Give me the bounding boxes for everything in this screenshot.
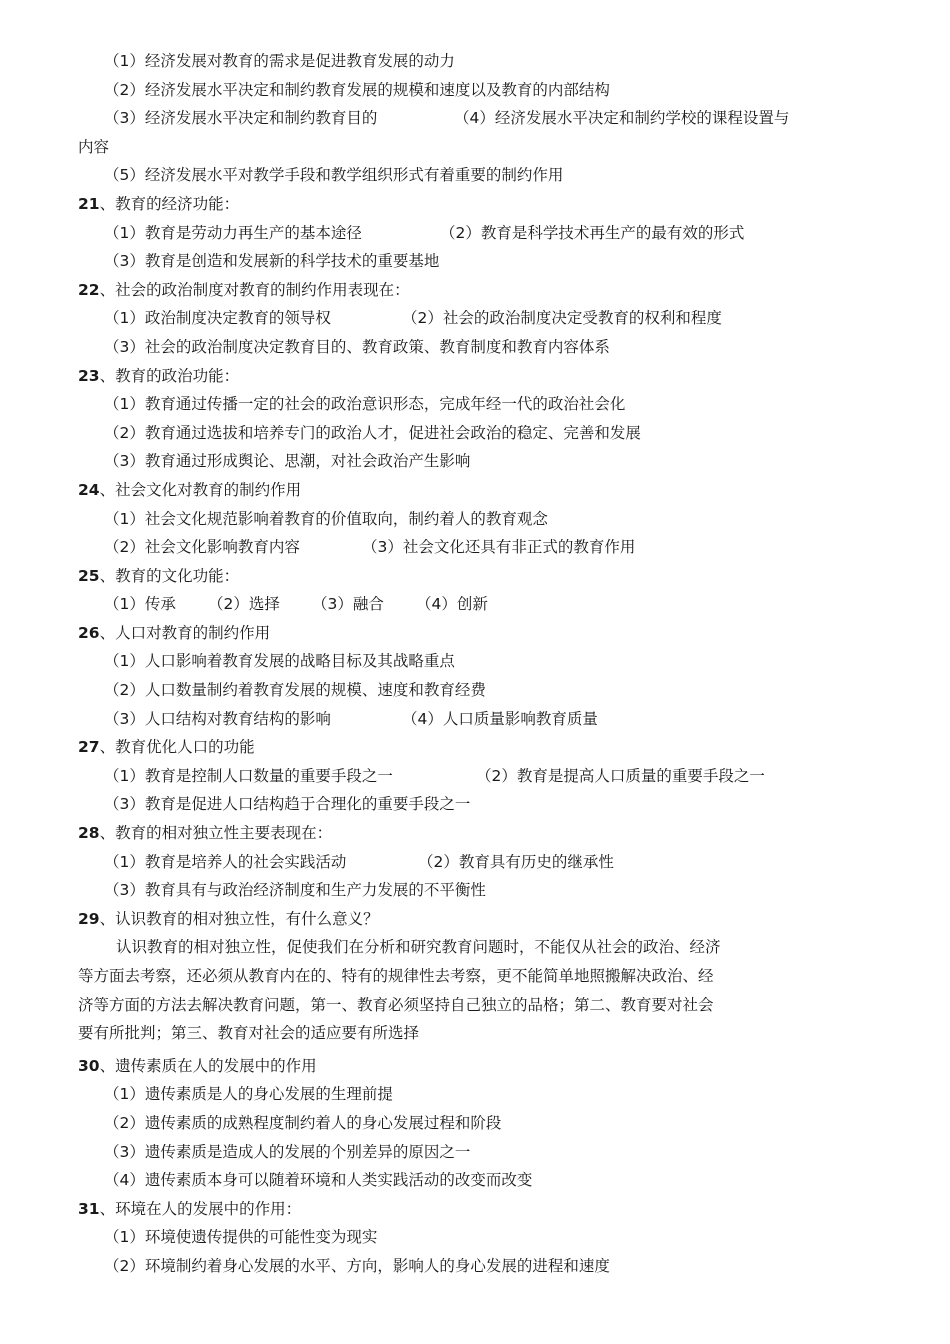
q20-item-2: （2）经济发展水平决定和制约教育发展的规模和速度以及教育的内部结构 xyxy=(104,80,610,99)
q28-item-1-2 xyxy=(78,848,830,877)
q26-item-4: （4）人口质量影响教育质量 xyxy=(402,709,598,728)
q22-item-1: （1）政治制度决定教育的领导权 xyxy=(104,309,331,328)
q27-item-2: （2）教育是提高人口质量的重要手段之一 xyxy=(476,766,765,785)
q24-item-2-3 xyxy=(78,533,830,562)
q27-item-1: （1）教育是控制人口数量的重要手段之一 xyxy=(104,766,393,785)
q23-heading: 23、教育的政治功能： xyxy=(78,366,240,385)
q22-item-1-2 xyxy=(78,304,830,333)
q20-item-3-4 xyxy=(78,104,830,133)
q21-item-1-2 xyxy=(78,219,830,248)
q30-item-3: （3）遗传素质是造成人的发展的个别差异的原因之一 xyxy=(104,1142,471,1161)
q29-paragraph-line-1: 认识教育的相对独立性，促使我们在分析和研究教育问题时，不能仅从社会的政治、经济 xyxy=(116,938,721,957)
q20-item-5: （5）经济发展水平对教学手段和教学组织形式有着重要的制约作用 xyxy=(104,166,564,185)
q29-heading: 29、认识教育的相对独立性，有什么意义？ xyxy=(78,909,379,928)
q22-item-3: （3）社会的政治制度决定教育目的、教育政策、教育制度和教育内容体系 xyxy=(104,337,610,356)
q25-items xyxy=(78,590,830,619)
q25-heading: 25、教育的文化功能： xyxy=(78,566,240,585)
q20-item-4: （4）经济发展水平决定和制约学校的课程设置与 xyxy=(454,109,790,128)
q25-item-1: （1）传承 xyxy=(104,595,176,614)
q28-item-2: （2）教育具有历史的继承性 xyxy=(418,852,614,871)
q28-heading: 28、教育的相对独立性主要表现在： xyxy=(78,824,333,843)
q22-item-2: （2）社会的政治制度决定受教育的权利和程度 xyxy=(402,309,722,328)
q27-item-1-2 xyxy=(78,762,830,791)
q21-item-1: （1）教育是劳动力再生产的基本途径 xyxy=(104,223,362,242)
q29-paragraph-line-2: 等方面去考察，还必须从教育内在的、特有的规律性去考察，更不能简单地照搬解决政治、经 xyxy=(78,967,714,985)
q21-item-3: （3）教育是创造和发展新的科学技术的重要基地 xyxy=(104,252,440,271)
q31-item-1: （1）环境使遗传提供的可能性变为现实 xyxy=(104,1228,378,1247)
q22-heading: 22、社会的政治制度对教育的制约作用表现在： xyxy=(78,280,410,299)
q24-item-1: （1）社会文化规范影响着教育的价值取向，制约着人的教育观念 xyxy=(104,509,548,528)
q26-heading: 26、人口对教育的制约作用 xyxy=(78,623,271,642)
q26-item-3: （3）人口结构对教育结构的影响 xyxy=(104,709,331,728)
q25-item-3: （3）融合 xyxy=(312,595,384,614)
q21-heading: 21、教育的经济功能： xyxy=(78,194,240,213)
q20-item-4-cont: 内容 xyxy=(78,137,110,156)
q30-item-2: （2）遗传素质的成熟程度制约着人的身心发展过程和阶段 xyxy=(104,1113,502,1132)
q26-item-1: （1）人口影响着教育发展的战略目标及其战略重点 xyxy=(104,652,455,671)
q21-item-2: （2）教育是科学技术再生产的最有效的形式 xyxy=(440,223,745,242)
q20-item-3: （3）经济发展水平决定和制约教育目的 xyxy=(104,109,378,128)
q29-paragraph-line-3: 济等方面的方法去解决教育问题，第一、教育必须坚持自己独立的品格；第二、教育要对社会 xyxy=(78,995,714,1014)
q28-item-3: （3）教育具有与政治经济制度和生产力发展的不平衡性 xyxy=(104,881,486,900)
q27-item-3: （3）教育是促进人口结构趋于合理化的重要手段之一 xyxy=(104,795,471,814)
q24-item-3: （3）社会文化还具有非正式的教育作用 xyxy=(362,538,636,557)
q24-heading: 24、社会文化对教育的制约作用 xyxy=(78,480,302,499)
q23-item-2: （2）教育通过选拔和培养专门的政治人才，促进社会政治的稳定、完善和发展 xyxy=(104,423,641,442)
q28-item-1: （1）教育是培养人的社会实践活动 xyxy=(104,852,347,871)
q31-item-2: （2）环境制约着身心发展的水平、方向，影响人的身心发展的进程和速度 xyxy=(104,1256,610,1275)
q25-item-4: （4）创新 xyxy=(416,595,488,614)
q25-item-2: （2）选择 xyxy=(208,595,280,614)
q30-heading: 30、遗传素质在人的发展中的作用 xyxy=(78,1056,317,1075)
q26-item-3-4 xyxy=(78,705,830,734)
q29-paragraph-line-4: 要有所批判；第三、教育对社会的适应要有所选择 xyxy=(78,1024,420,1043)
q23-item-1: （1）教育通过传播一定的社会的政治意识形态，完成年经一代的政治社会化 xyxy=(104,395,626,414)
q23-item-3: （3）教育通过形成舆论、思潮，对社会政治产生影响 xyxy=(104,452,471,471)
q24-item-2: （2）社会文化影响教育内容 xyxy=(104,538,300,557)
q27-heading: 27、教育优化人口的功能 xyxy=(78,738,255,757)
q30-item-1: （1）遗传素质是人的身心发展的生理前提 xyxy=(104,1085,393,1104)
q30-item-4: （4）遗传素质本身可以随着环境和人类实践活动的改变而改变 xyxy=(104,1171,533,1190)
q31-heading: 31、环境在人的发展中的作用： xyxy=(78,1199,302,1218)
q26-item-2: （2）人口数量制约着教育发展的规模、速度和教育经费 xyxy=(104,681,486,700)
q20-item-1: （1）经济发展对教育的需求是促进教育发展的动力 xyxy=(104,52,455,70)
